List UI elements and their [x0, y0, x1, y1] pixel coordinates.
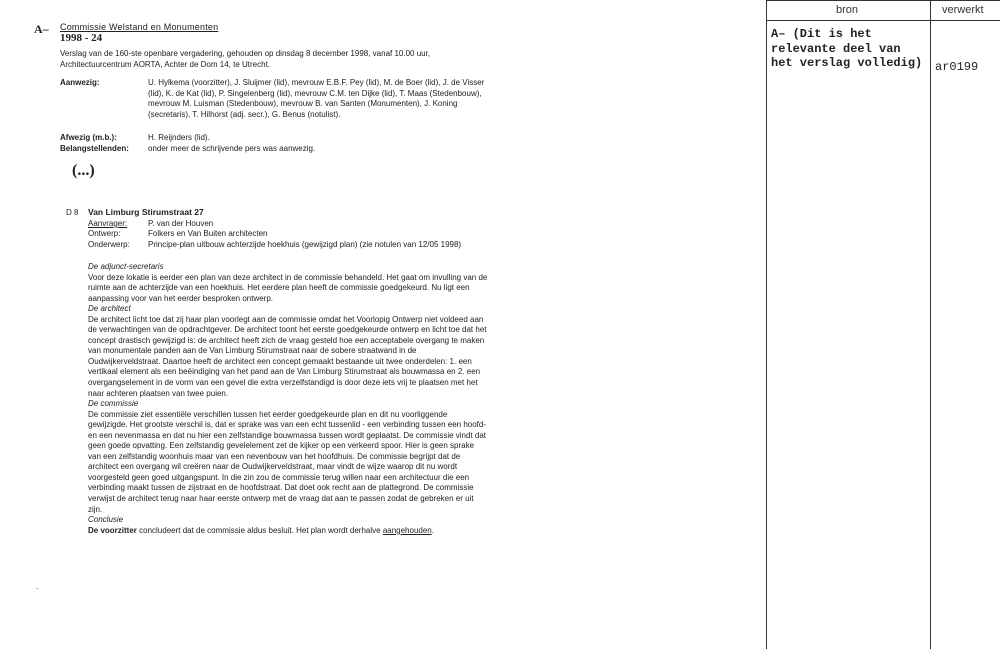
attendance-value: U. Hylkema (voorzitter), J. Sluijmer (lid), mevrouw E.B.F. Pey (lid), M. de Boer (lid), J. de Visser (lid), K. de Kat (lid), P. Singelenberg (lid), mevrouw C.M. ten Dijke (lid), T. Maas (Stedenbouw), mevrouw M. Luisman (Stedenbouw), mevrouw B. van Santen (Monumenten), J. Koning (secretaris), T. Hilhorst (adj. secr.), G. Benus (notulist). — [148, 78, 485, 119]
item-body — [88, 262, 488, 536]
column-header-processed: verwerkt — [942, 4, 984, 16]
conclusion-heading: Conclusie — [88, 515, 124, 525]
section-text: De architect licht toe dat zij haar plan voorlegt aan de commissie omdat het Voorlopig Ontwerp niet voldeed aan de verwachtingen van de opdrachtgever. De architect toont het eerste goedgekeurde ontwerp en licht toe dat het concept drastisch gewijzigd is: de architect heeft zich de vraag gesteld hoe een acceptabele overgang te maken van monumentale panden aan de Van Limburg Stirumstraat naar de sobere straatwand in de Oudwijkerveldstraat. Daartoe heeft de architect een concept gemaakt bestaande uit twee onderdelen: 1. een vertikaal element als een beëindiging van het pand aan de Van Limburg Stirumstraat als bouwmassa en 2. een overgangselement in de vorm van een gevel die extra verzelfstandigd is door deze iets vrij te plaatsen met het naar achteren plaatsen van twee puien. — [88, 314, 487, 398]
conclusion-end: . — [431, 525, 434, 535]
item-title: Van Limburg Stirumstraat 27 — [88, 207, 204, 217]
conclusion-subject: De voorzitter — [88, 525, 137, 535]
attendance-value: onder meer de schrijvende pers was aanwezig. — [148, 144, 316, 153]
attendance-label: Aanwezig: — [60, 78, 100, 87]
section-heading: De adjunct-secretaris — [88, 262, 164, 271]
ellipsis-marker: (...) — [72, 162, 95, 179]
meta-value: Folkers en Van Buiten architecten — [148, 229, 268, 238]
section-text: De commissie ziet essentiële verschillen tussen het eerder goedgekeurde plan en dit nu voorliggende gewijzigde. Het grootste verschil is, dat er sprake was van een echt tussenlid - een verbinding tussen een hoofd- en een nevenmassa en dat nu hier een zelfstandige bouwmassa tussen wordt geplaatst. De commissie vindt dat geen goede opvatting. Een zelfstandig gevelelement zet de kijker op een verkeerd spoor. Hier is geen sprake van een zelfstandig woonhuis maar van een nevenbouw van het hoofdhuis. De commissie begrijpt dat de architect een overgang wil creëren naar de Oudwijkerveldstraat, maar vindt de wijze waarop dit nu wordt voorgesteld geen goed uitgangspunt. In die zin zou de commissie terug willen naar een architectuur die een verbinding maakt tussen de zijstraat en de hoofdstraat. Dat doet ook recht aan de plattegrond. De commissie verwijst de architect terug naar haar eerste ontwerp met de vraag dat aan te passen zodat de gebreken er uit zijn. — [88, 409, 487, 514]
column-header-source: bron — [836, 4, 859, 16]
conclusion-body: concludeert dat de commissie aldus besluit. Het plan wordt derhalve — [136, 525, 383, 535]
meta-value: P. van der Houven — [148, 219, 214, 228]
attendance-label: Belangstellenden: — [60, 144, 129, 153]
meta-value: Principe-plan uitbouw achterzijde hoekhuis (gewijzigd plan) (zie notulen van 12/05 1998) — [148, 240, 462, 249]
item-code: D 8 — [66, 208, 79, 217]
section-heading: De architect — [88, 304, 131, 314]
attendance-interested — [60, 144, 480, 155]
table-border-middle — [930, 0, 931, 649]
page-mark: - — [36, 584, 39, 593]
source-note: A– (Dit is het relevante deel van het verslag volledig) — [771, 27, 923, 70]
meta-key: Ontwerp: — [88, 229, 121, 238]
attendance-label: Afwezig (m.b.): — [60, 133, 117, 142]
conclusion-text — [88, 526, 488, 537]
attendance-value: H. Reijnders (lid). — [148, 133, 210, 142]
report-number: 1998 - 24 — [60, 32, 103, 44]
archive-code: ar0199 — [935, 60, 979, 74]
item-meta-design — [88, 229, 488, 240]
table-border-top — [766, 0, 1000, 1]
item-meta-subject — [88, 240, 488, 262]
section-mark: A– — [34, 22, 49, 36]
organization-name: Commissie Welstand en Monumenten — [60, 22, 219, 32]
conclusion-decision: aangehouden — [382, 525, 432, 535]
table-border-left — [766, 0, 767, 649]
meta-key: Aanvrager: — [88, 219, 128, 228]
attendance-absent — [60, 133, 480, 144]
table-header-divider — [766, 20, 1000, 21]
meta-key: Onderwerp: — [88, 240, 130, 249]
section-text: Voor deze lokatie is eerder een plan van deze architect in de commissie behandeld. Het gaat om invulling van de ruimte aan de achterzijde van een hoekhuis. Het eerdere plan heeft de commissie goedgekeurd. Nu ligt een aanpassing voor van het eerder besproken ontwerp. — [88, 272, 488, 303]
section-heading: De commissie — [88, 399, 139, 409]
meeting-intro: Verslag van de 160-ste openbare vergadering, gehouden op dinsdag 8 december 1998, vanaf 10.00 uur, Architectuurcentrum AORTA, Achter de Dom 14, te Utrecht. — [60, 49, 431, 69]
